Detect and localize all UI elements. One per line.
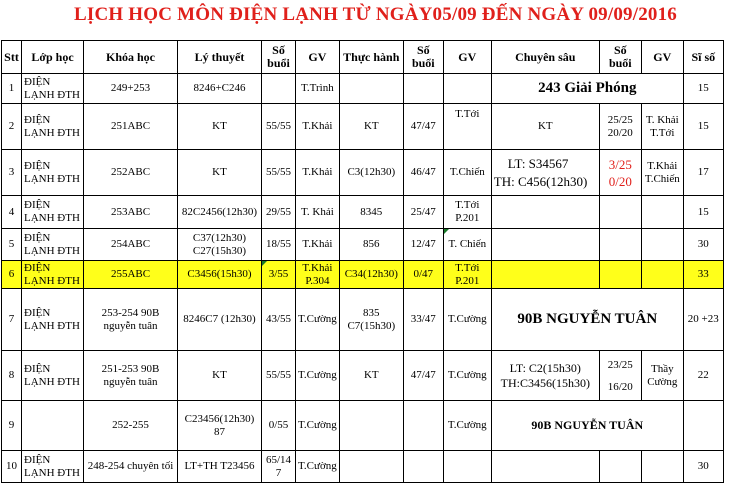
- header-gv: GV: [296, 41, 340, 74]
- cell-chuyen-sau: [491, 196, 599, 229]
- cell-so-buoi: 55/55: [262, 150, 296, 196]
- cell-so-buoi: 12/47: [403, 229, 443, 261]
- cell-gv: [641, 451, 683, 483]
- header-so-buoi: Số buổi: [403, 41, 443, 74]
- cell-gv: T.Khải: [296, 150, 340, 196]
- table-row: [2, 150, 724, 196]
- cell-chuyen-sau: [491, 229, 599, 261]
- cell-lop: [22, 401, 84, 451]
- table-row: [2, 74, 724, 104]
- cell-so-buoi: [403, 451, 443, 483]
- cell-thuc-hanh: [339, 451, 403, 483]
- cell-chuyen-sau: KT: [491, 104, 599, 150]
- cell-khoa: 249+253: [84, 74, 178, 104]
- cell-ly-thuyet: KT: [178, 150, 262, 196]
- cell-si-so: 20 +23: [683, 289, 723, 351]
- cell-ly-thuyet: C23456(12h30) 87: [178, 401, 262, 451]
- cell-gv: [641, 196, 683, 229]
- cell-lop: ĐIỆN LẠNH ĐTH: [22, 261, 84, 289]
- cell-ly-thuyet: 8246+C246: [178, 74, 262, 104]
- cell-chuyen-sau: [491, 150, 599, 196]
- cell-gv: T. Chiến: [443, 229, 491, 261]
- cell-so-buoi: 0/55: [262, 401, 296, 451]
- chuyen-sau-line: LT: S34567: [507, 155, 569, 171]
- cell-ly-thuyet: 82C2456(12h30): [178, 196, 262, 229]
- cell-thuc-hanh: 8345: [339, 196, 403, 229]
- cell-gv: T.Khải: [296, 104, 340, 150]
- cell-so-buoi: [262, 74, 296, 104]
- cell-stt: 7: [2, 289, 22, 351]
- table-row: [2, 401, 724, 451]
- cell-so-buoi: 33/47: [403, 289, 443, 351]
- cell-khoa: 254ABC: [84, 229, 178, 261]
- header-khoa-hoc: Khóa học: [84, 41, 178, 74]
- cell-thuc-hanh: [339, 74, 403, 104]
- header-si-so: Sĩ số: [683, 41, 723, 74]
- cell-si-so: 15: [683, 196, 723, 229]
- cell-gv: T.Cường: [443, 351, 491, 401]
- cell-so-buoi: [599, 229, 641, 261]
- cell-gv: T.Cường: [296, 289, 340, 351]
- cell-lop: ĐIỆN LẠNH ĐTH: [22, 451, 84, 483]
- cell-lop: ĐIỆN LẠNH ĐTH: [22, 229, 84, 261]
- cell-khoa: 252ABC: [84, 150, 178, 196]
- so-buoi-line: 0/20: [608, 173, 632, 189]
- cell-so-buoi: [599, 351, 641, 401]
- cell-chuyen-sau: [491, 261, 599, 289]
- cell-si-so: [683, 401, 723, 451]
- cell-lop: ĐIỆN LẠNH ĐTH: [22, 196, 84, 229]
- cell-stt: 6: [2, 261, 22, 289]
- cell-chuyen-sau: 90B NGUYỄN TUÂN: [491, 289, 683, 351]
- cell-si-so: 22: [683, 351, 723, 401]
- cell-gv: T.Chiến: [443, 150, 491, 196]
- cell-gv: Thầy Cường: [641, 351, 683, 401]
- cell-so-buoi: 25/47: [403, 196, 443, 229]
- cell-so-buoi: 0/47: [403, 261, 443, 289]
- header-gv: GV: [443, 41, 491, 74]
- table-row: [2, 229, 724, 261]
- cell-gv: T.Cường: [296, 451, 340, 483]
- cell-gv: [443, 451, 491, 483]
- cell-ly-thuyet: C3456(15h30): [178, 261, 262, 289]
- cell-gv: T.Trình: [296, 74, 340, 104]
- cell-so-buoi: 47/47: [403, 104, 443, 150]
- table-row: [2, 451, 724, 483]
- cell-so-buoi: 3/55: [262, 261, 296, 289]
- cell-thuc-hanh: KT: [339, 104, 403, 150]
- cell-gv: [443, 74, 491, 104]
- cell-thuc-hanh: C34(12h30): [339, 261, 403, 289]
- table-row: [2, 289, 724, 351]
- cell-lop: ĐIỆN LẠNH ĐTH: [22, 351, 84, 401]
- cell-stt: 9: [2, 401, 22, 451]
- chuyen-sau-line: LT: C2(15h30): [509, 360, 581, 375]
- header-thuc-hanh: Thực hành: [339, 41, 403, 74]
- cell-gv: T.Khải: [296, 229, 340, 261]
- cell-thuc-hanh: C3(12h30): [339, 150, 403, 196]
- cell-so-buoi: 65/14 7: [262, 451, 296, 483]
- cell-so-buoi: [599, 261, 641, 289]
- cell-si-so: 17: [683, 150, 723, 196]
- cell-so-buoi: [599, 196, 641, 229]
- header-lop-hoc: Lớp học: [22, 41, 84, 74]
- cell-so-buoi: 43/55: [262, 289, 296, 351]
- cell-thuc-hanh: 856: [339, 229, 403, 261]
- cell-so-buoi: [403, 74, 443, 104]
- chuyen-sau-line: TH:C3456(15h30): [500, 375, 590, 390]
- so-buoi-line: 16/20: [607, 380, 633, 393]
- cell-gv: T.Khải P.304: [296, 261, 340, 289]
- cell-stt: 3: [2, 150, 22, 196]
- cell-gv: T.Tới: [443, 104, 491, 150]
- cell-gv: [641, 229, 683, 261]
- cell-thuc-hanh: KT: [339, 351, 403, 401]
- cell-stt: 5: [2, 229, 22, 261]
- cell-gv: T.Cường: [296, 351, 340, 401]
- cell-chuyen-sau: [491, 451, 599, 483]
- chuyen-sau-line: TH: C456(12h30): [493, 173, 588, 189]
- cell-gv: T.Cường: [296, 401, 340, 451]
- cell-chuyen-sau: [491, 351, 599, 401]
- cell-gv: T. Khải T.Tới: [641, 104, 683, 150]
- cell-stt: 4: [2, 196, 22, 229]
- cell-khoa: 255ABC: [84, 261, 178, 289]
- table-row-highlighted: [2, 261, 724, 289]
- header-stt: Stt: [2, 41, 22, 74]
- cell-lop: ĐIỆN LẠNH ĐTH: [22, 104, 84, 150]
- table-row: [2, 351, 724, 401]
- page-title: LỊCH HỌC MÔN ĐIỆN LẠNH TỪ NGÀY05/09 ĐẾN NGÀY 09/09/2016: [73, 4, 677, 25]
- cell-si-so: 30: [683, 229, 723, 261]
- cell-khoa: 252-255: [84, 401, 178, 451]
- cell-so-buoi: [599, 150, 641, 196]
- cell-so-buoi: 25/25 20/20: [599, 104, 641, 150]
- cell-lop: ĐIỆN LẠNH ĐTH: [22, 289, 84, 351]
- cell-thuc-hanh: 835 C7(15h30): [339, 289, 403, 351]
- cell-ly-thuyet: 8246C7 (12h30): [178, 289, 262, 351]
- cell-chuyen-sau: 243 Giải Phóng: [491, 74, 683, 104]
- header-row: [2, 41, 724, 74]
- cell-khoa: 251ABC: [84, 104, 178, 150]
- cell-lop: ĐIỆN LẠNH ĐTH: [22, 150, 84, 196]
- cell-so-buoi: 29/55: [262, 196, 296, 229]
- header-chuyen-sau: Chuyên sâu: [491, 41, 599, 74]
- so-buoi-line: 3/25: [608, 156, 632, 172]
- cell-si-so: 30: [683, 451, 723, 483]
- header-ly-thuyet: Lý thuyết: [178, 41, 262, 74]
- cell-stt: 8: [2, 351, 22, 401]
- cell-gv: T.Khải T.Chiến: [641, 150, 683, 196]
- cell-so-buoi: 55/55: [262, 351, 296, 401]
- cell-ly-thuyet: C37(12h30) C27(15h30): [178, 229, 262, 261]
- cell-khoa: 251-253 90B nguyễn tuân: [84, 351, 178, 401]
- header-gv: GV: [641, 41, 683, 74]
- cell-gv: T. Khải: [296, 196, 340, 229]
- cell-si-so: 15: [683, 104, 723, 150]
- cell-lop: ĐIỆN LẠNH ĐTH: [22, 74, 84, 104]
- cell-stt: 10: [2, 451, 22, 483]
- cell-chuyen-sau: 90B NGUYỄN TUÂN: [491, 401, 683, 451]
- cell-gv: T.Cường: [443, 401, 491, 451]
- cell-gv: [641, 261, 683, 289]
- cell-so-buoi: 47/47: [403, 351, 443, 401]
- table-row: [2, 196, 724, 229]
- cell-si-so: 33: [683, 261, 723, 289]
- cell-khoa: 248-254 chuyên tối: [84, 451, 178, 483]
- cell-khoa: 253ABC: [84, 196, 178, 229]
- cell-khoa: 253-254 90B nguyễn tuân: [84, 289, 178, 351]
- cell-gv: T.Cường: [443, 289, 491, 351]
- cell-ly-thuyet: KT: [178, 351, 262, 401]
- cell-so-buoi: [599, 451, 641, 483]
- header-so-buoi: Số buổi: [599, 41, 641, 74]
- header-so-buoi: Số buổi: [262, 41, 296, 74]
- cell-so-buoi: 55/55: [262, 104, 296, 150]
- cell-si-so: 15: [683, 74, 723, 104]
- so-buoi-line: 23/25: [607, 358, 633, 371]
- cell-ly-thuyet: LT+TH T23456: [178, 451, 262, 483]
- schedule-table: [1, 40, 724, 483]
- cell-so-buoi: 46/47: [403, 150, 443, 196]
- cell-gv: T.Tới P.201: [443, 261, 491, 289]
- cell-so-buoi: [403, 401, 443, 451]
- cell-thuc-hanh: [339, 401, 403, 451]
- cell-stt: 1: [2, 74, 22, 104]
- cell-so-buoi: 18/55: [262, 229, 296, 261]
- cell-ly-thuyet: KT: [178, 104, 262, 150]
- cell-gv: T.Tới P.201: [443, 196, 491, 229]
- table-row: [2, 104, 724, 150]
- cell-stt: 2: [2, 104, 22, 150]
